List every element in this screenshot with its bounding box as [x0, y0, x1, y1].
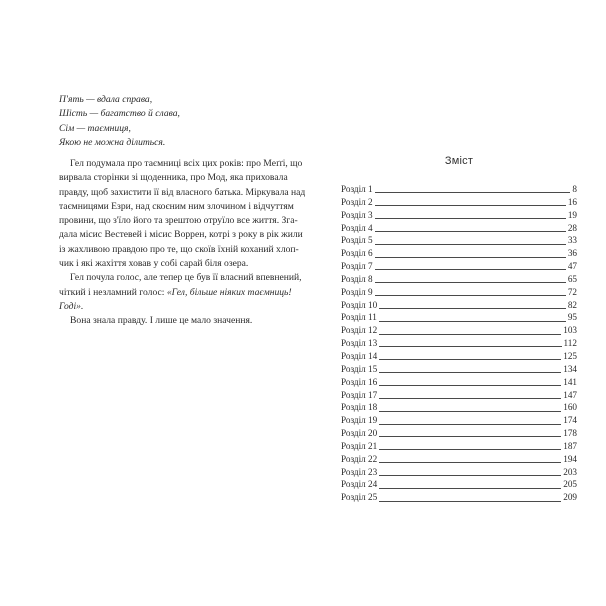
toc-entry[interactable] [341, 440, 577, 453]
toc-leader-line [379, 321, 566, 322]
toc-entry[interactable] [341, 427, 577, 440]
toc-entry[interactable] [341, 260, 577, 273]
toc-entry[interactable] [341, 183, 577, 196]
poem-line: Шість — багатство й слава, [59, 108, 180, 120]
quote-text: «Гел, більше ніяких таємниць! [166, 286, 292, 298]
toc-leader-line [379, 398, 561, 399]
toc-leader-line [375, 257, 566, 258]
toc-entry-page: 103 [563, 325, 577, 336]
toc-entry-label: Розділ 14 [341, 350, 378, 361]
toc-leader-line [379, 462, 561, 463]
toc-entry-page: 65 [567, 273, 577, 284]
toc-leader-line [375, 205, 566, 206]
text-line: провини, що з'їло його та зрештою отруїло все життя. Зга- [59, 215, 298, 227]
toc-entry[interactable] [341, 466, 577, 479]
toc-entry-page: 209 [563, 492, 577, 503]
toc-entry[interactable] [341, 363, 577, 376]
toc-entry-page: 147 [563, 389, 577, 400]
toc-leader-line [379, 436, 561, 437]
prose-text [59, 157, 306, 329]
toc-leader-line [379, 475, 561, 476]
toc-leader-line [379, 334, 561, 335]
toc-entry[interactable] [341, 234, 577, 247]
quote-text: Годі». [59, 300, 84, 312]
poem-line: П'ять — вдала справа, [59, 94, 153, 105]
toc-leader-line [379, 424, 561, 425]
toc-entry-page: 178 [563, 428, 577, 439]
text-line [59, 300, 271, 314]
toc-entry-label: Розділ 7 [341, 261, 373, 272]
toc-entry-label: Розділ 13 [341, 338, 378, 349]
paragraph-1 [59, 157, 306, 271]
toc-entry-page: 33 [567, 235, 577, 246]
toc-entry-page: 82 [567, 299, 577, 310]
toc-entry-label: Розділ 6 [341, 248, 373, 259]
toc-entry-label: Розділ 10 [341, 299, 378, 310]
toc-entry-label: Розділ 21 [341, 440, 378, 451]
toc-entry[interactable] [341, 311, 577, 324]
toc-entry[interactable] [341, 273, 577, 286]
toc-entry-page: 19 [567, 209, 577, 220]
text-line [59, 286, 292, 300]
text-line: із жахливою правдою про те, що скоїв їхній коханий хлоп- [59, 243, 299, 255]
toc-entry-label: Розділ 25 [341, 492, 378, 503]
toc-entry-page: 36 [567, 248, 577, 259]
toc-leader-line [375, 218, 566, 219]
toc-leader-line [379, 385, 561, 386]
toc-leader-line [379, 501, 561, 502]
toc-entry-page: 47 [567, 261, 577, 272]
text-line: вирвала сторінки зі щоденника, про Мод, яка приховала [59, 172, 288, 184]
toc-entry[interactable] [341, 324, 577, 337]
toc-leader-line [375, 295, 566, 296]
text-segment: чіткий і незламний голос: [59, 286, 167, 298]
text-line: дала місис Вестевей і місис Воррен, котрі з року в рік жили [59, 229, 303, 241]
text-line: Гел почула голос, але тепер це був її власний впевнений, [70, 272, 302, 284]
toc-entry[interactable] [341, 491, 577, 504]
toc-entry-label: Розділ 2 [341, 196, 373, 207]
toc-entry-label: Розділ 12 [341, 325, 378, 336]
toc-entry-label: Розділ 4 [341, 222, 373, 233]
toc-entry[interactable] [341, 401, 577, 414]
table-of-contents [341, 183, 577, 504]
toc-entry-label: Розділ 5 [341, 235, 373, 246]
toc-entry-page: 194 [563, 453, 577, 464]
text-line: таємницями Езри, над скоєним ним злочином і відчуттям [59, 200, 294, 212]
toc-entry[interactable] [341, 299, 577, 312]
toc-entry[interactable] [341, 247, 577, 260]
toc-entry-label: Розділ 17 [341, 389, 378, 400]
toc-entry[interactable] [341, 453, 577, 466]
toc-entry-page: 125 [563, 350, 577, 361]
toc-entry-page: 72 [567, 286, 577, 297]
toc-entry[interactable] [341, 478, 577, 491]
toc-leader-line [379, 488, 561, 489]
poem-line: Якою не можна ділиться. [59, 136, 166, 148]
toc-leader-line [375, 192, 571, 193]
text-line: Вона знала правду. І лише це мало значення. [70, 315, 253, 327]
toc-entry-page: 28 [567, 222, 577, 233]
toc-entry[interactable] [341, 222, 577, 235]
toc-leader-line [379, 308, 566, 309]
toc-entry-page: 95 [567, 312, 577, 323]
toc-entry[interactable] [341, 209, 577, 222]
poem-epigraph [59, 93, 289, 150]
toc-entry[interactable] [341, 376, 577, 389]
toc-entry[interactable] [341, 350, 577, 363]
toc-entry-label: Розділ 16 [341, 376, 378, 387]
toc-entry-label: Розділ 9 [341, 286, 373, 297]
toc-leader-line [375, 282, 566, 283]
toc-entry-label: Розділ 18 [341, 402, 378, 413]
toc-entry-page: 174 [563, 415, 577, 426]
toc-entry-page: 8 [572, 184, 577, 194]
toc-entry-label: Розділ 1 [341, 184, 373, 194]
text-line: Гел подумала про таємниці всіх цих років: про Меґґі, що [70, 158, 303, 169]
toc-entry-page: 187 [563, 440, 577, 451]
toc-entry-label: Розділ 15 [341, 363, 378, 374]
toc-leader-line [375, 269, 566, 270]
toc-entry[interactable] [341, 389, 577, 402]
toc-entry-label: Розділ 8 [341, 273, 373, 284]
toc-entry[interactable] [341, 196, 577, 209]
text-line: чик і які жахіття ховав у собі сарай біля озера. [59, 258, 249, 270]
toc-entry-label: Розділ 23 [341, 466, 378, 477]
toc-leader-line [379, 449, 561, 450]
toc-leader-line [375, 244, 566, 245]
toc-leader-line [379, 346, 561, 347]
toc-entry-page: 134 [563, 363, 577, 374]
toc-entry-label: Розділ 24 [341, 479, 378, 490]
toc-leader-line [379, 359, 561, 360]
toc-entry-page: 160 [563, 402, 577, 413]
toc-entry[interactable] [341, 286, 577, 299]
toc-entry-label: Розділ 20 [341, 428, 378, 439]
toc-title: Зміст [444, 155, 474, 167]
toc-entry[interactable] [341, 414, 577, 427]
toc-leader-line [379, 372, 561, 373]
toc-entry-label: Розділ 3 [341, 209, 373, 220]
toc-entry-page: 112 [563, 338, 577, 349]
toc-entry[interactable] [341, 337, 577, 350]
poem-line: Сім — таємниця, [59, 122, 131, 134]
toc-entry-label: Розділ 11 [341, 312, 377, 323]
paragraph-3 [59, 314, 271, 328]
paragraph-2 [59, 271, 302, 314]
toc-entry-page: 16 [567, 196, 577, 207]
toc-entry-label: Розділ 22 [341, 453, 378, 464]
text-line: правду, щоб захистити її від власного батька. Міркувала над [59, 186, 306, 198]
toc-entry-page: 141 [563, 376, 577, 387]
toc-leader-line [375, 231, 566, 232]
toc-entry-label: Розділ 19 [341, 415, 378, 426]
toc-entry-page: 205 [563, 479, 577, 490]
toc-leader-line [379, 411, 561, 412]
toc-entry-page: 203 [563, 466, 577, 477]
